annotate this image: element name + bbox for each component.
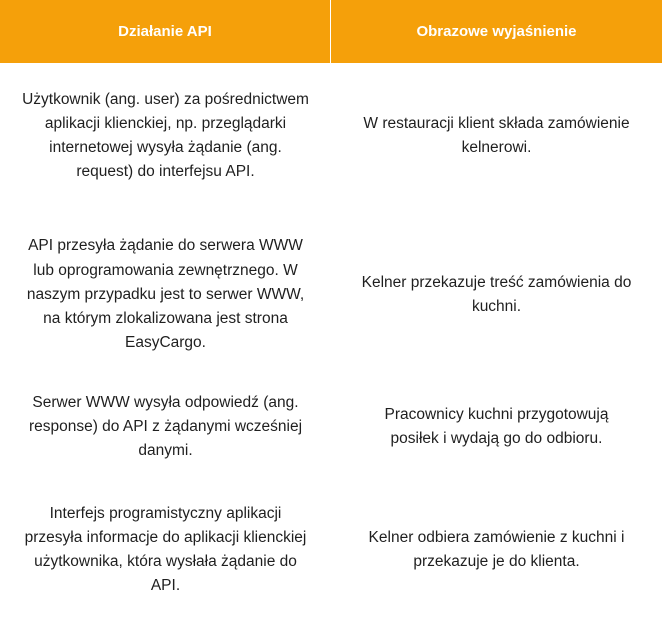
api-action-cell: API przesyła żądanie do serwera WWW lub oprogramowania zewnętrznego. W naszym przypadku jest to serwer WWW, na którym zlokalizowana jest strona EasyCargo. [26,237,305,352]
table-row [0,495,662,605]
table-row [0,220,662,370]
table-header [0,0,662,63]
api-action-cell: Serwer WWW wysyła odpowiedź (ang. response) do API z żądanymi wcześniej danymi. [28,393,303,460]
header-illustrative-explanation: Obrazowe wyjaśnienie [331,0,662,63]
explanation-cell: W restauracji klient składa zamówienie kelnerowi. [363,114,630,156]
api-action-cell: Interfejs programistyczny aplikacji przesyła informacje do aplikacji klienckiej użytkownika, która wysłała żądanie do API. [24,504,307,595]
table-row [0,74,662,198]
table-row [0,390,662,464]
explanation-cell: Pracownicy kuchni przygotowują posiłek i wydają go do odbioru. [384,405,609,447]
header-api-action: Działanie API [0,0,331,63]
api-action-cell: Użytkownik (ang. user) za pośrednictwem aplikacji klienckiej, np. przeglądarki internetowej wysyła żądanie (ang. request) do interfejsu API. [22,90,309,181]
explanation-cell: Kelner odbiera zamówienie z kuchni i przekazuje je do klienta. [368,528,625,570]
explanation-cell: Kelner przekazuje treść zamówienia do kuchni. [361,273,632,315]
